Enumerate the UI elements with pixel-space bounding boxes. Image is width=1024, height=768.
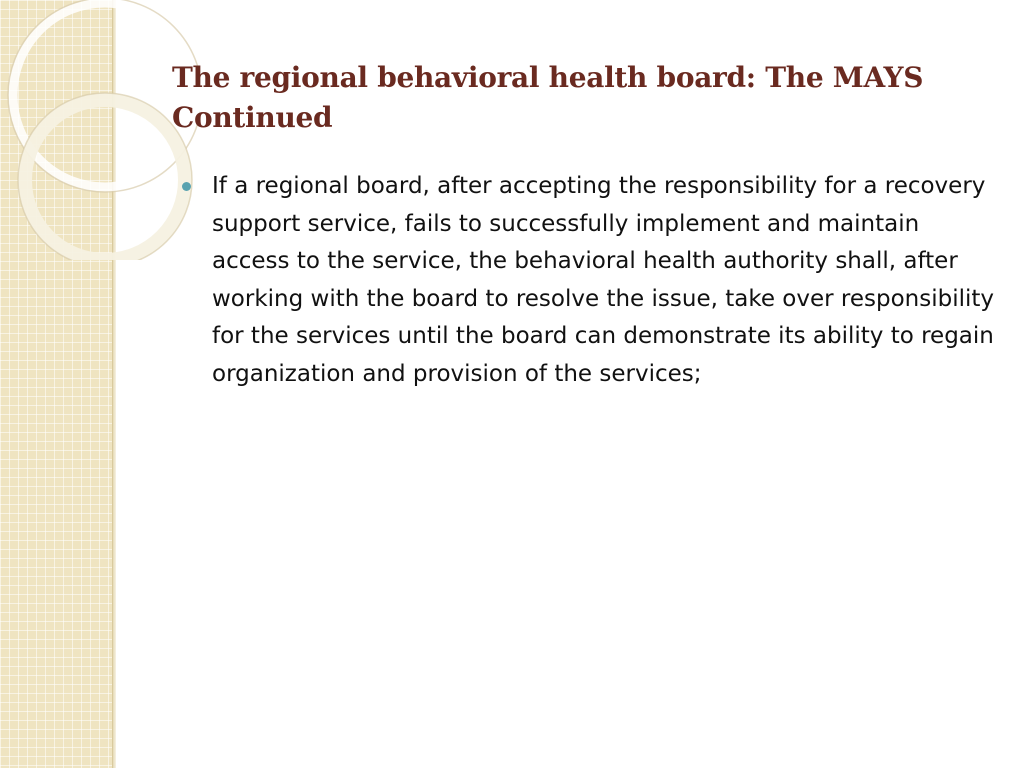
bullet-item	[180, 168, 995, 394]
bullet-list	[180, 168, 995, 394]
slide-title: The regional behavioral health board: The MAYS Continued	[172, 61, 924, 134]
decorative-rings	[0, 0, 200, 260]
decorative-ring-lower	[25, 100, 185, 260]
bullet-text: If a regional board, after accepting the responsibility for a recovery support service, fails to successfully implement and maintain access to the service, the behavioral health authority shall, after working with the board to resolve the issue, take over responsibility for the services until the board can demonstrate its ability to regain organization and provision of the services;	[212, 173, 994, 387]
bullet-dot-icon	[182, 182, 191, 191]
